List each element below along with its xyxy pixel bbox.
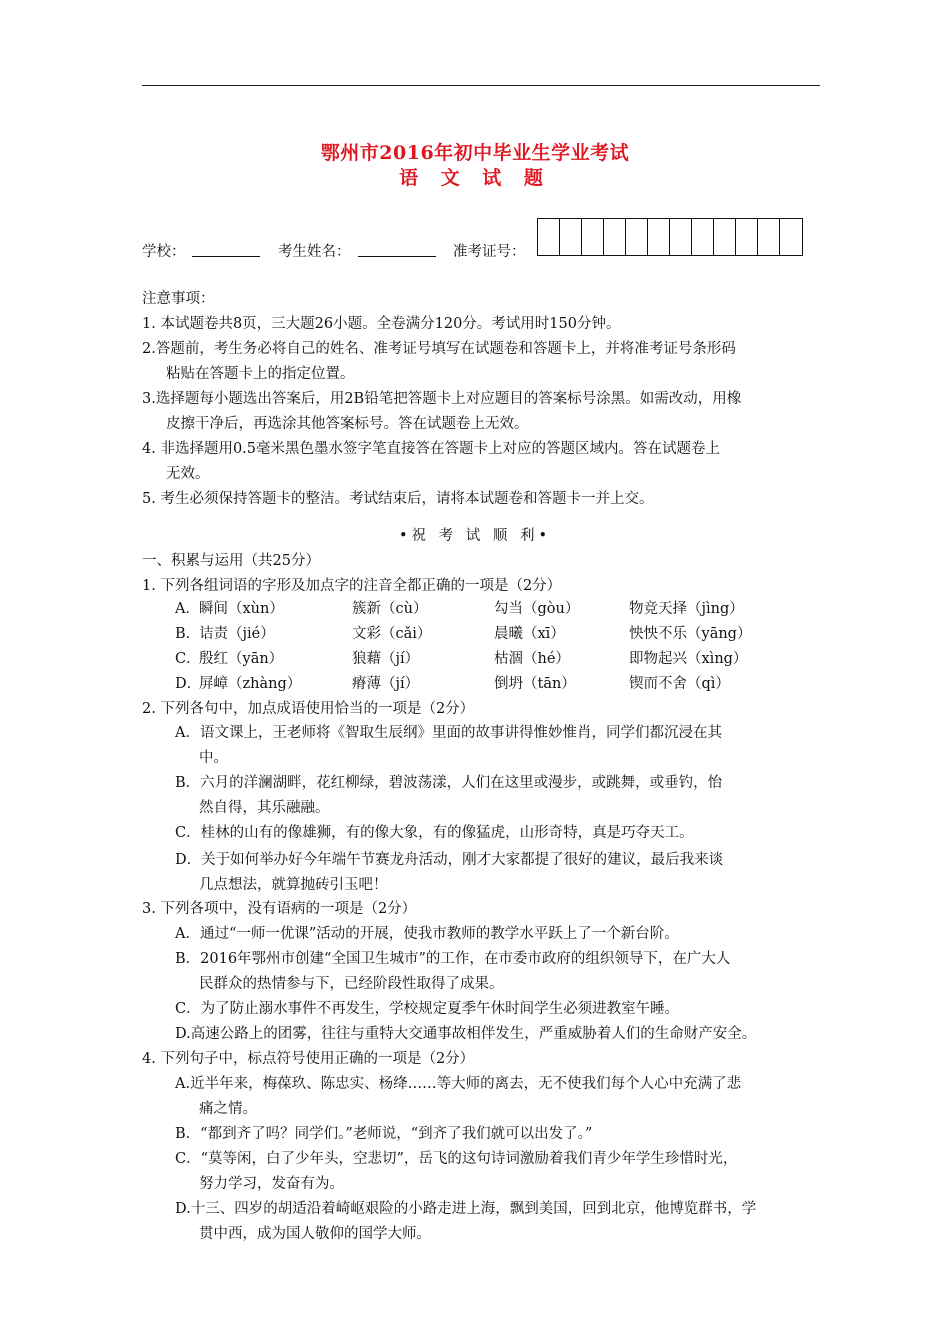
question-2-option-d-cont: 几点想法，就算抛砖引玉吧！: [199, 877, 388, 893]
question-1-stem: 1. 下列各组词语的字形及加点字的注音全都正确的一项是（2分）: [142, 578, 562, 594]
word-text: 文: [352, 626, 367, 642]
word-option: [494, 650, 570, 668]
word-option: [199, 675, 301, 693]
word-pinyin: 彩（cǎi）: [366, 626, 432, 642]
word-text: 物竞天: [629, 601, 673, 617]
id-box[interactable]: [714, 219, 736, 255]
id-box[interactable]: [758, 219, 780, 255]
id-box[interactable]: [626, 219, 648, 255]
word-text: 枯: [494, 651, 509, 667]
question-3-option-a: A．通过“一师一优课”活动的开展，使我市教师的教学水平跃上了一个新台阶。: [175, 926, 679, 942]
word-text: 殷: [199, 651, 214, 667]
word-pinyin: 藉（jí）: [366, 651, 420, 667]
question-2-option-a: [175, 724, 722, 742]
exam-subtitle: 语 文 试 题: [399, 167, 551, 189]
word-pinyin: 不乐（yāng）: [658, 626, 752, 642]
word-pinyin: 涸（hé）: [508, 651, 570, 667]
option-letter: C．: [175, 651, 201, 667]
word-pinyin: 责（jié）: [213, 626, 275, 642]
id-box[interactable]: [648, 219, 670, 255]
word-option: [352, 675, 419, 693]
id-box[interactable]: [538, 219, 560, 255]
question-3-option-c: C．为了防止溺水事件不再发生，学校规定夏季午休时间学生必须进教室午睡。: [175, 1001, 680, 1017]
school-blank[interactable]: [192, 256, 260, 257]
section-heading: 一、积累与运用（共25分）: [142, 553, 320, 569]
word-option: [629, 625, 751, 643]
notice-item: 3.选择题每小题选出答案后，用2B铅笔把答题卡上对应题目的答案标号涂黑。如需改动，用橡: [142, 391, 742, 407]
word-text: 簇: [352, 601, 367, 617]
word-option: [494, 675, 576, 693]
option-letter: A．: [175, 601, 200, 617]
word-option: [629, 600, 744, 618]
question-2-option-b: B．六月的洋澜湖畔，花红柳绿，碧波荡漾，人们在这里或漫步，或跳舞，或垂钓，怡: [175, 775, 723, 791]
question-4-option-d: D.十三、四岁的胡适沿着崎岖艰险的小路走进上海，飘到美国，回到北京，他博览群书，学: [175, 1201, 757, 1217]
question-4-option-a: A.近半年来，梅葆玖、陈忠实、杨绛……等大师的离去，无不使我们每个人心中充满了悲: [175, 1076, 742, 1092]
exam-title: 鄂州市2016年初中毕业生学业考试: [320, 142, 630, 164]
notice-heading: 注意事项：: [142, 291, 215, 307]
id-box[interactable]: [604, 219, 626, 255]
word-option: [352, 625, 431, 643]
word-pinyin: 薄（jí）: [366, 676, 420, 692]
question-4-option-b: B．“都到齐了吗？同学们。”老师说，“到齐了我们就可以出发了。”: [175, 1126, 593, 1142]
option-letter: D．: [175, 676, 202, 692]
word-option: [629, 650, 747, 668]
question-2-option-d: D．关于如何举办好今年端午节赛龙舟活动，刚才大家都提了很好的建议，最后我来谈: [175, 852, 724, 868]
word-pinyin: 曦（xī）: [508, 626, 565, 642]
question-2-option-a-cont: 中。: [199, 750, 228, 766]
notice-item: 5. 考生必须保持答题卡的整洁。考试结束后，请将本试题卷和答题卡一并上交。: [142, 491, 654, 507]
notice-item: 4. 非选择题用0.5毫米黑色墨水签字笔直接答在答题卡上对应的答题区域内。答在试题卷上: [142, 441, 720, 457]
question-4-option-c-cont: 努力学习，发奋有为。: [199, 1176, 344, 1192]
question-4-option-a-cont: 痛之情。: [199, 1101, 257, 1117]
word-pinyin: 择（jìng）: [672, 601, 744, 617]
name-label: 考生姓名：: [278, 244, 351, 260]
word-text: 诘: [199, 626, 214, 642]
word-option: [494, 600, 579, 618]
option-letter: B．: [175, 626, 201, 642]
exam-id-boxes[interactable]: [537, 218, 803, 256]
option-text: A．语文课上，王老师将《智取生辰纲》里面的故事讲得惟妙惟肖，同学们都沉浸在其: [175, 725, 722, 741]
id-box[interactable]: [560, 219, 582, 255]
word-pinyin: 红（yān）: [213, 651, 284, 667]
word-pinyin: 兴（xìng）: [672, 651, 748, 667]
word-text: 即物起: [629, 651, 673, 667]
word-pinyin: 新（cù）: [366, 601, 428, 617]
id-box[interactable]: [736, 219, 758, 255]
word-option: [199, 625, 275, 643]
question-3-stem: 3. 下列各项中，没有语病的一项是（2分）: [142, 901, 417, 917]
question-2-stem: 2. 下列各句中，加点成语使用恰当的一项是（2分）: [142, 701, 475, 717]
word-pinyin: 间（xùn）: [213, 601, 284, 617]
word-text: 屏: [199, 676, 214, 692]
id-box[interactable]: [582, 219, 604, 255]
notice-item: 2.答题前，考生务必将自己的姓名、准考证号填写在试题卷和答题卡上，并将准考证号条形码: [142, 341, 736, 357]
notice-item: 皮擦干净后，再选涂其他答案标号。答在试题卷上无效。: [166, 416, 529, 432]
word-pinyin: 嶂（zhàng）: [213, 676, 302, 692]
id-box[interactable]: [780, 219, 802, 255]
word-option: [629, 675, 730, 693]
id-label: 准考证号：: [453, 244, 526, 260]
question-4-option-c: C．“莫等闲，白了少年头，空悲切”，岳飞的这句诗词激励着我们青少年学生珍惜时光，: [175, 1151, 738, 1167]
notice-item: 1. 本试题卷共8页，三大题26小题。全卷满分120分。考试用时150分钟。: [142, 316, 621, 332]
header-rule: [142, 85, 820, 86]
question-4-option-d-cont: 贯中西，成为国人敬仰的国学大师。: [199, 1226, 431, 1242]
word-option: [199, 650, 283, 668]
name-blank[interactable]: [358, 256, 436, 257]
word-pinyin: 而不舍（qì）: [643, 676, 730, 692]
school-label: 学校：: [142, 244, 186, 260]
word-pinyin: 坍（tān）: [508, 676, 576, 692]
word-text: 瞬: [199, 601, 214, 617]
notice-item: 粘贴在答题卡上的指定位置。: [166, 366, 355, 382]
word-text: 晨: [494, 626, 509, 642]
id-box[interactable]: [670, 219, 692, 255]
question-4-stem: 4. 下列句子中，标点符号使用正确的一项是（2分）: [142, 1051, 475, 1067]
word-option: [352, 600, 427, 618]
question-3-option-b-cont: 民群众的热情参与下，已经阶段性取得了成果。: [199, 976, 504, 992]
notice-item: 无效。: [166, 466, 210, 482]
word-pinyin: 当（gòu）: [508, 601, 580, 617]
question-2-option-c: C．桂林的山有的像雄狮，有的像大象，有的像猛虎，山形奇特，真是巧夺天工。: [175, 825, 694, 841]
good-luck-banner: •祝 考 试 顺 利•: [398, 528, 552, 544]
word-text: 怏怏: [629, 626, 658, 642]
word-option: [352, 650, 419, 668]
word-text: 狼: [352, 651, 367, 667]
question-3-option-d: D.高速公路上的团雾，往往与重特大交通事故相伴发生，严重威胁着人们的生命财产安全。: [175, 1026, 757, 1042]
question-2-option-b-cont: 然自得，其乐融融。: [199, 800, 330, 816]
word-text: 瘠: [352, 676, 367, 692]
id-box[interactable]: [692, 219, 714, 255]
word-text: 锲: [629, 676, 644, 692]
word-option: [494, 625, 565, 643]
word-text: 勾: [494, 601, 509, 617]
word-option: [199, 600, 284, 618]
word-text: 倒: [494, 676, 509, 692]
question-3-option-b: B．2016年鄂州市创建“全国卫生城市”的工作，在市委市政府的组织领导下，在广大人: [175, 951, 731, 967]
